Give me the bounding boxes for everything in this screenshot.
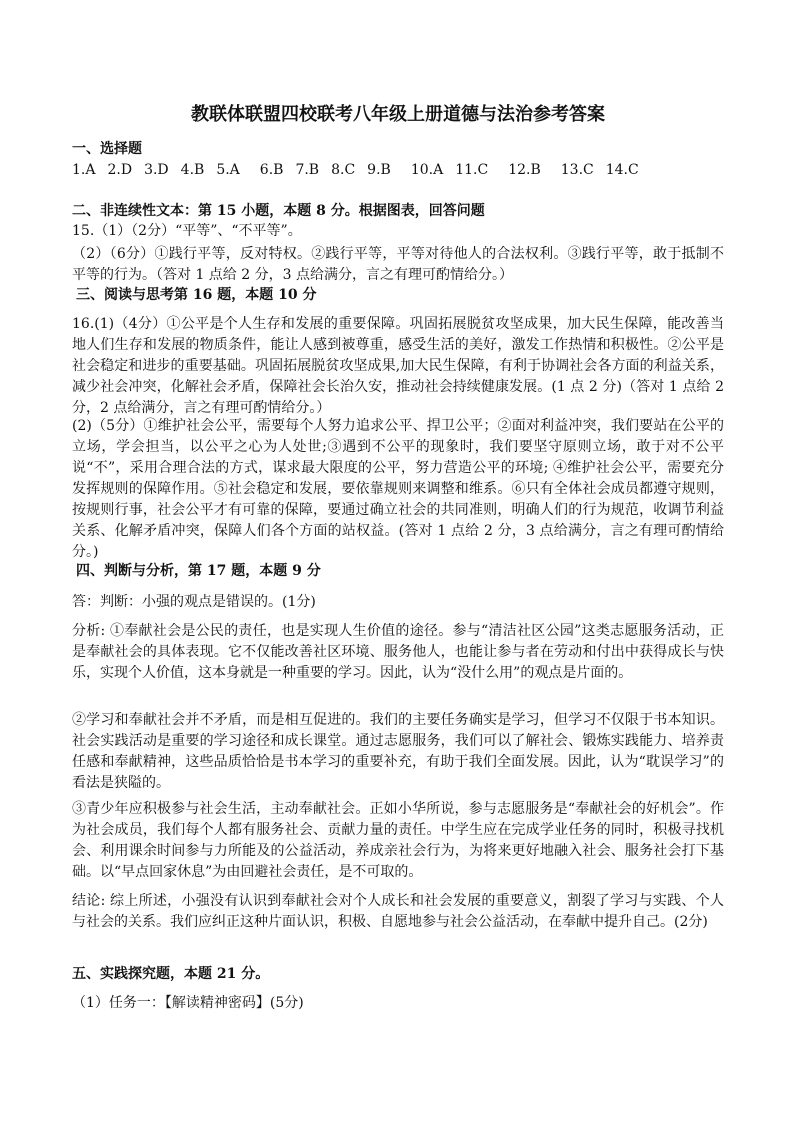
q15-part2: （2）（6分）①践行平等，反对特权。②践行平等，平等对待他人的合法权利。③践行平等，敢于抵制不平等的行为。（答对 1 点给 2 分，3 点给满分，言之有理可酌情给分。） bbox=[72, 246, 724, 283]
choice-answer: 7.B bbox=[295, 162, 320, 178]
choice-answer: 6.B bbox=[259, 162, 284, 178]
task1-heading: （1）任务一：【解读精神密码】(5分) bbox=[72, 995, 304, 1011]
analysis-paragraph-3: ③青少年应积极参与社会生活，主动奉献社会。正如小华所说，参与志愿服务是“奉献社会的好机会”。作为社会成员，我们每个人都有服务社会、贡献力量的责任。中学生应在完成学业任务的同时，积极寻找机会、利用课余时间参与力所能及的公益活动，养成亲社会行为，为将来更好地融入社会、服务社会打下基础。以“早点回家休息”为由回避社会责任，是不可取的。 bbox=[72, 801, 724, 880]
q15-part1: 15.（1）（2分）“平等”、“不平等”。 bbox=[72, 223, 302, 239]
choice-answer: 8.C bbox=[331, 162, 356, 178]
choice-answer: 10.A bbox=[410, 162, 444, 178]
section3-heading: 三、阅读与思考第 16 题，本题 10 分 bbox=[76, 287, 317, 303]
analysis-paragraph-1: 分析: ①奉献社会是公民的责任，也是实现人生价值的途径。参与“清洁社区公园”这类志愿服务活动，正是奉献社会的具体表现。它不仅能改善社区环境、服务他人，也能让参与者在劳动和付出中获得成长与快乐，实现个人价值，这本身就是一种重要的学习。因此，认为“没什么用”的观点是片面的。 bbox=[72, 623, 724, 681]
section4-heading: 四、判断与分析，第 17 题，本题 9 分 bbox=[76, 563, 321, 579]
page-title: 教联体联盟四校联考八年级上册道德与法治参考答案 bbox=[191, 104, 605, 125]
choice-answer: 11.C bbox=[455, 162, 489, 178]
section1-heading: 一、选择题 bbox=[72, 141, 142, 157]
section2-heading: 二、非连续性文本：第 15 小题，本题 8 分。根据图表，回答问题 bbox=[72, 203, 485, 219]
choice-answer: 2.D bbox=[107, 162, 133, 178]
choice-answer: 9.B bbox=[367, 162, 391, 178]
choice-answer: 13.C bbox=[560, 162, 594, 178]
judgement-answer: 答：判断：小强的观点是错误的。(1分) bbox=[72, 594, 316, 610]
choice-answer: 3.D bbox=[144, 162, 169, 178]
conclusion-paragraph: 结论: 综上所述，小强没有认识到奉献社会对个人成长和社会发展的重要意义，割裂了学习与实践、个人与社会的关系。我们应纠正这种片面认识，积极、自愿地参与社会公益活动，在奉献中提升自己。(2分) bbox=[72, 893, 724, 930]
analysis-paragraph-2: ②学习和奉献社会并不矛盾，而是相互促进的。我们的主要任务确实是学习，但学习不仅限于书本知识。社会实践活动是重要的学习途径和成长课堂。通过志愿服务，我们可以了解社会、锻炼实践能力、培养责任感和奉献精神，这些品质恰恰是书本学习的重要补充，有助于我们全面发展。因此，认为“耽误学习”的看法是狭隘的。 bbox=[72, 712, 724, 791]
choice-answer: 5.A bbox=[216, 162, 240, 178]
choice-answers bbox=[72, 160, 724, 181]
choice-answer: 12.B bbox=[508, 162, 541, 178]
choice-answer: 1.A bbox=[72, 162, 96, 178]
choice-answer: 4.B bbox=[180, 162, 205, 178]
section5-heading: 五、实践探究题，本题 21 分。 bbox=[72, 966, 270, 982]
choice-answer: 14.C bbox=[605, 162, 639, 178]
q16-part2: (2)（5分）①维护社会公平，需要每个人努力追求公平、捍卫公平；②面对利益冲突，我们要站在公平的立场，学会担当，以公平之心为人处世;③遇到不公平的现象时，我们要坚守原则立场，敢于对不公平说“不”，采用合理合法的方式，谋求最大限度的公平，努力营造公平的环境; ④维护社会公平，需要充分发挥规则的保障作用。⑤社会稳定和发展，要依靠规则来调整和维系。⑥只有全体社会成员都遵守规则，按规则行事，社会公平才有可靠的保障，要通过确立社会的共同准则，明确人们的行为规范，收调节利益关系、化解矛盾冲突，保障人们各个方面的站权益。(答对 1 点给 2 分，3 点给满分，言之有理可酌情给分。) bbox=[72, 418, 724, 560]
q16-part1: 16.(1)（4分）①公平是个人生存和发展的重要保障。巩固拓展脱贫攻坚成果，加大民生保障，能改善当地人们生存和发展的物质条件，能让人感到被尊重，感受生活的美好，激发工作热情和积极性。②公平是社会稳定和进步的重要基础。巩固拓展脱贫攻坚成果,加大民生保障，有利于协调社会各方面的利益关系，减少社会冲突，化解社会矛盾，保障社会长治久安，推动社会持续健康发展。(1 点 2 分)（答对 1 点给 2 分，2 点给满分，言之有理可酌情给分。） bbox=[72, 316, 724, 416]
